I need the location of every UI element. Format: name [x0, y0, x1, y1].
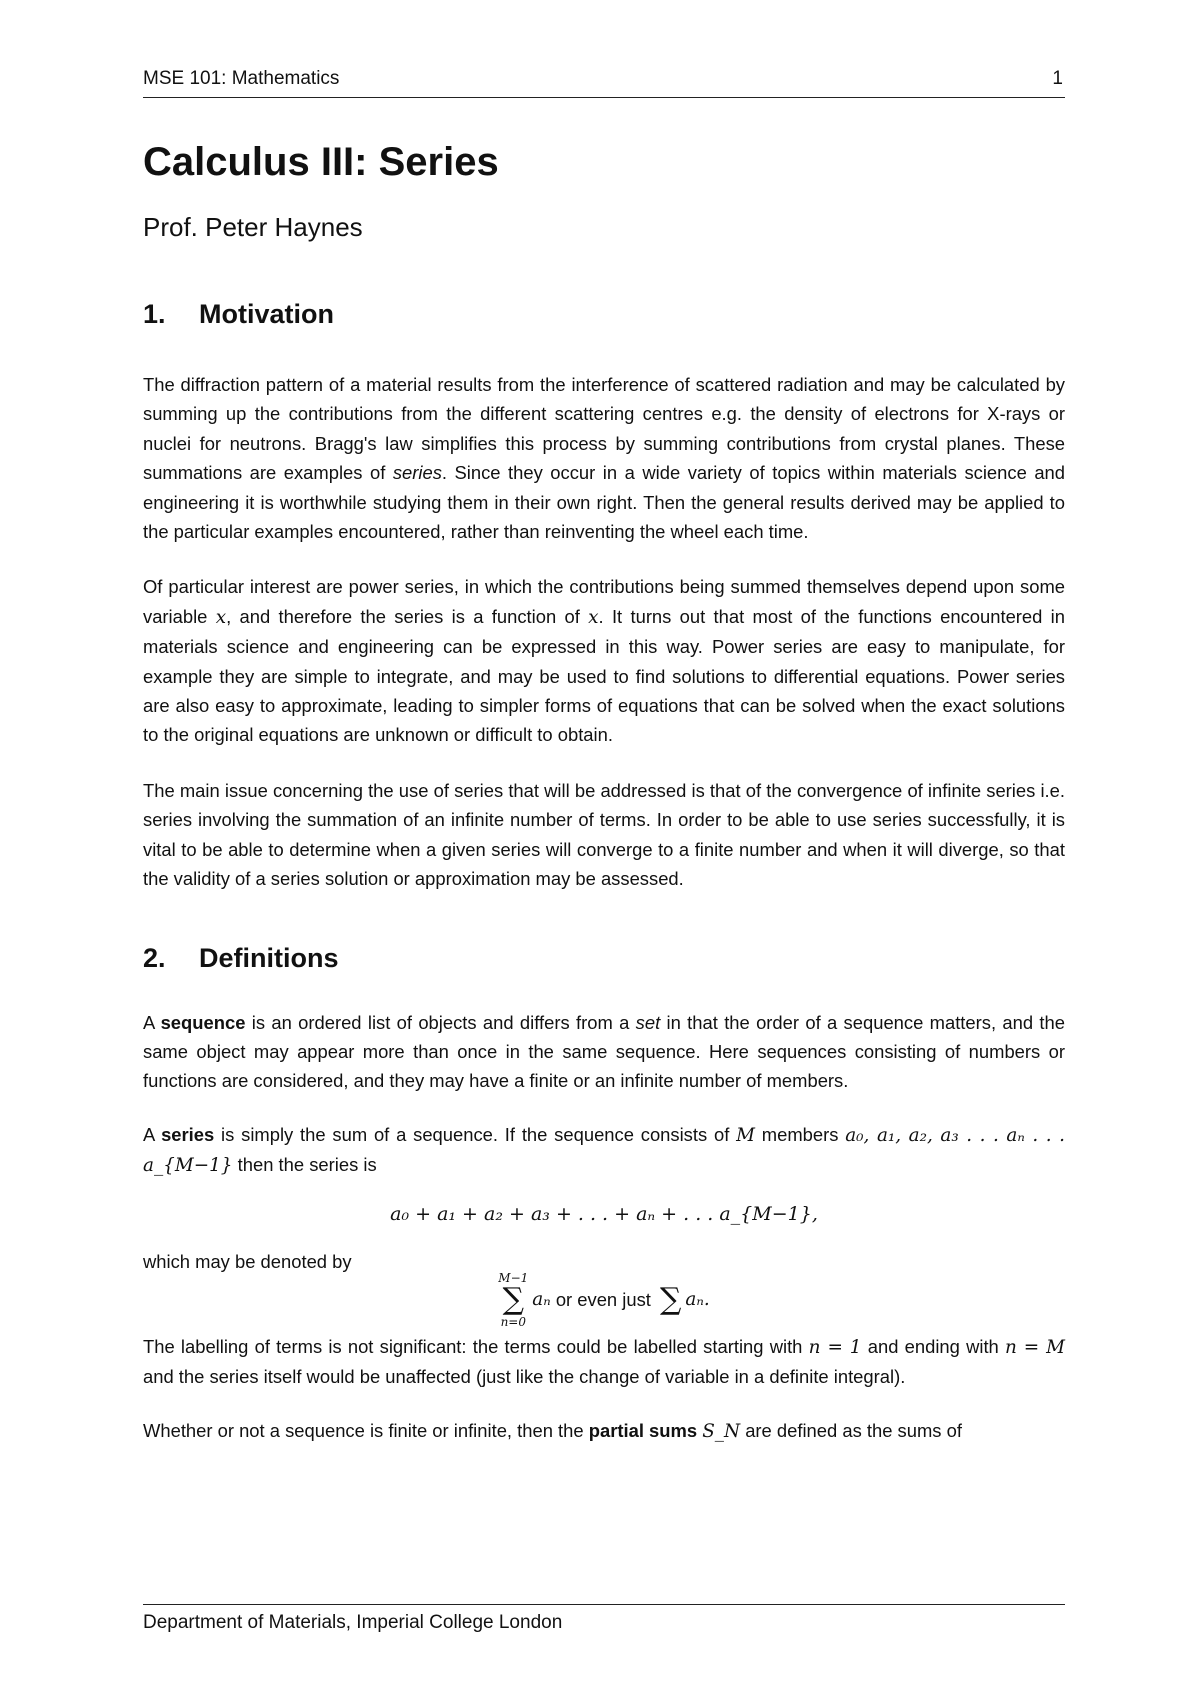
sigma-symbol: ∑: [660, 1282, 682, 1318]
sigma-symbol: ∑: [502, 1281, 524, 1317]
header-rule: [143, 97, 1065, 98]
text: then the series is: [232, 1154, 377, 1176]
math-term: aₙ: [532, 1289, 551, 1311]
text: The diffraction pattern of a material results from the interference of scattered radiation and may be calculated by summing up the contributions from the different scattering centres e.g. the density of electrons for X-rays or nuclei for neutrons. Bragg's law simplifies this process by summing contributions from crystal planes. These summations are examples of: [143, 374, 1065, 484]
section-number: 1.: [143, 299, 166, 329]
section-title: Definitions: [199, 942, 339, 973]
sum-lower-limit: n=0: [500, 1314, 526, 1329]
document-page: [143, 0, 1065, 1696]
text: A: [143, 1011, 161, 1033]
paragraph: [143, 1120, 1065, 1181]
text: Of particular interest are power series, in which the contributions being summed themselves depend upon some variable: [143, 576, 1065, 627]
paragraph: [143, 370, 1065, 546]
paragraph: [143, 1008, 1065, 1096]
section-title: Motivation: [199, 299, 334, 329]
paragraph: which may be denoted by: [143, 1250, 352, 1272]
text: is simply the sum of a sequence. If the sequence consists of: [214, 1123, 737, 1145]
paragraph: The main issue concerning the use of series that will be addressed is that of the convergence of infinite series i.e. series involving the summation of an infinite number of terms. In order to be able to use series successfully, it is vital to be able to determine when a given series will converge to a finite number and when it will diverge, so that the validity of a series solution or approximation may be assessed.: [143, 779, 1065, 890]
section-heading-definitions: [143, 940, 1065, 976]
math-term: aₙ.: [685, 1289, 710, 1311]
text: and ending with: [861, 1335, 1005, 1357]
text: . Since they occur in a wide variety of topics within materials science and engineering it is worthwhile studying them in their own right. Then the general results derived may be applied to the particular examples encountered, rather than reinventing the wheel each time.: [143, 462, 1066, 543]
summation: [498, 1272, 528, 1328]
text: is an ordered list of objects and differs from a: [245, 1011, 636, 1033]
paragraph: [143, 1332, 1065, 1392]
math-variable: x: [215, 606, 227, 628]
course-title: MSE 101: Mathematics: [143, 68, 340, 89]
text: The labelling of terms is not significant: the terms could be labelled starting with: [143, 1335, 809, 1357]
bold-term: series: [161, 1123, 215, 1145]
math-sequence: a₀, a₁, a₂, a₃ . . . aₙ . . . a_{M−1}: [143, 1124, 1065, 1177]
running-header: [143, 68, 1065, 98]
section-number: 2.: [143, 942, 166, 973]
equation-sum-notation: [143, 1272, 1065, 1328]
text: A: [143, 1123, 162, 1145]
math-variable: S_N: [702, 1420, 741, 1442]
emphasis: set: [635, 1011, 661, 1033]
bold-term: partial sums: [588, 1419, 698, 1441]
paragraph: [143, 1416, 1065, 1446]
text: . It turns out that most of the functions encountered in materials science and engineering can be expressed in this way. Power series are easy to manipulate, for example they are simple to integrate, and may be used to find solutions to differential equations. Power series are also easy to approximate, leading to simpler forms of equations that can be solved when the exact solutions to the original equations are unknown or difficult to obtain.: [143, 605, 1065, 746]
text: are defined as the sums of: [740, 1419, 962, 1441]
math-variable: x: [588, 606, 599, 628]
math-expression: n = M: [1005, 1336, 1065, 1358]
running-footer: Department of Materials, Imperial College London: [143, 1612, 563, 1633]
text: Whether or not a sequence is finite or infinite, then the: [143, 1419, 589, 1441]
text: in that the order of a sequence matters, and the same object may appear more than once in the same sequence. Here sequences consisting of numbers or functions are considered, and they may have a finite or an infinite number of members.: [143, 1011, 1065, 1092]
text: members: [754, 1123, 846, 1145]
math-variable: M: [736, 1124, 755, 1146]
text: and the series itself would be unaffected (just like the change of variable in a definite integral).: [143, 1366, 906, 1388]
text: or even just: [550, 1288, 656, 1310]
document-body: [143, 296, 1065, 1446]
section-heading-motivation: [143, 296, 1065, 332]
equation-series: a₀ + a₁ + a₂ + a₃ + . . . + aₙ + . . . a_{M−1},: [390, 1202, 818, 1225]
author: Prof. Peter Haynes: [143, 212, 363, 242]
page-number: 1: [1052, 68, 1063, 89]
document-title: Calculus III: Series: [143, 140, 499, 184]
text: , and therefore the series is a function of: [226, 605, 589, 627]
paragraph: [143, 572, 1065, 749]
footer-rule: [143, 1604, 1065, 1605]
emphasis: series: [392, 462, 442, 484]
math-expression: n = 1: [808, 1336, 862, 1358]
bold-term: sequence: [160, 1011, 246, 1033]
sum-upper-limit: M−1: [498, 1270, 529, 1285]
